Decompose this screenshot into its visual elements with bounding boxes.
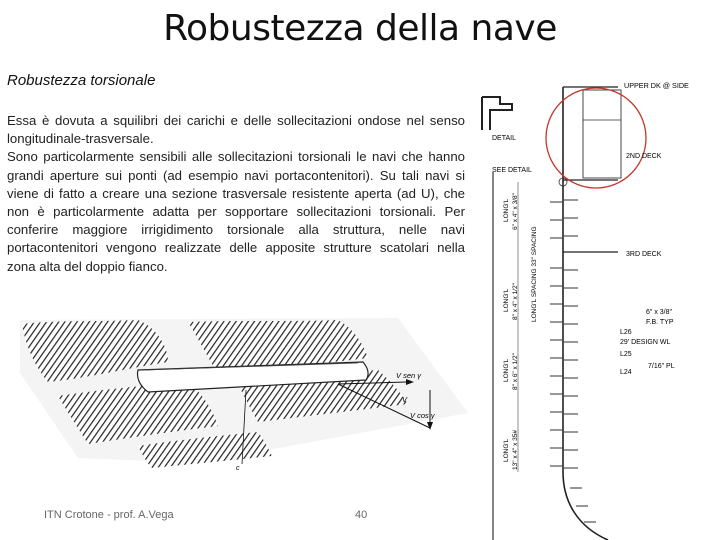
label-pl: 7/16" PL — [648, 363, 675, 370]
label-longl-4: LONG'L — [503, 438, 510, 462]
label-3rd-deck: 3RD DECK — [626, 251, 662, 258]
paragraph-1: Essa è dovuta a squilibri dei carichi e delle sollecitazioni ondose nel senso longitudinale-trasversale. — [7, 113, 465, 147]
label-design-wl: 29' DESIGN WL — [620, 339, 671, 346]
label-v-sin: V sen γ — [396, 371, 422, 380]
label-c: c — [236, 465, 240, 472]
box-structure — [583, 90, 621, 178]
label-longl-2: LONG'L — [503, 288, 510, 312]
label-upper-dk: UPPER DK @ SIDE — [624, 81, 689, 90]
highlight-circle — [546, 88, 646, 188]
label-longl-3-size: 8" x 6" x 1/2" — [512, 353, 519, 390]
footer-author: ITN Crotone - prof. A.Vega — [44, 509, 174, 521]
label-longl-spacing: LONG'L SPACING 33" SPACING — [531, 226, 538, 322]
slide-title: Robustezza della nave — [163, 8, 557, 49]
arrow-head-v-cos — [427, 422, 433, 430]
label-v: V — [402, 395, 408, 404]
label-longl-3: LONG'L — [503, 358, 510, 382]
page-number: 40 — [355, 509, 368, 521]
paragraph-2: Sono particolarmente sensibili alle sollecitazioni torsionali le navi che hanno grandi aperture sui ponti (ad esempio navi portacontenitori). Su tali navi si viene di fatto a creare una sezione trasversale resistente aperta (ad U), che non è particolarmente adatta per sopportare sollecitazioni torsionali. Per conferire maggiore irrigidimento torsionale alla struttura, nelle navi portacontenitori vengono realizzate delle apposite strutture scatolari nella zona alta del doppio fianco. — [7, 149, 465, 274]
label-l24: L24 — [620, 369, 632, 376]
label-longl-2-size: 8" x 4" x 1/2" — [512, 283, 519, 320]
shell-stiffeners — [550, 202, 563, 466]
label-longl-1-size: 6" x 4" x 3/8" — [512, 193, 519, 230]
label-l25: L25 — [620, 351, 632, 358]
label-v-cos: V cos γ — [410, 411, 435, 420]
detail-profile — [482, 97, 512, 130]
label-fb-size: 6" x 3/8" — [646, 309, 672, 316]
inner-stiffeners — [563, 200, 596, 522]
label-longl-1: LONG'L — [503, 198, 510, 222]
label-fb-typ: F.B. TYP — [646, 319, 674, 326]
ship-section-figure — [478, 72, 720, 540]
label-longl-4-size: 13" x 4" x 35# — [512, 429, 519, 470]
label-l26: L26 — [620, 329, 632, 336]
outer-shell — [563, 87, 608, 540]
slide-subtitle: Robustezza torsionale — [7, 72, 156, 89]
label-2nd-deck: 2ND DECK — [626, 153, 662, 160]
body-text — [7, 112, 465, 276]
label-detail: DETAIL — [492, 135, 516, 142]
label-see-detail: SEE DETAIL — [492, 167, 532, 174]
wave-torsion-figure — [18, 318, 470, 478]
